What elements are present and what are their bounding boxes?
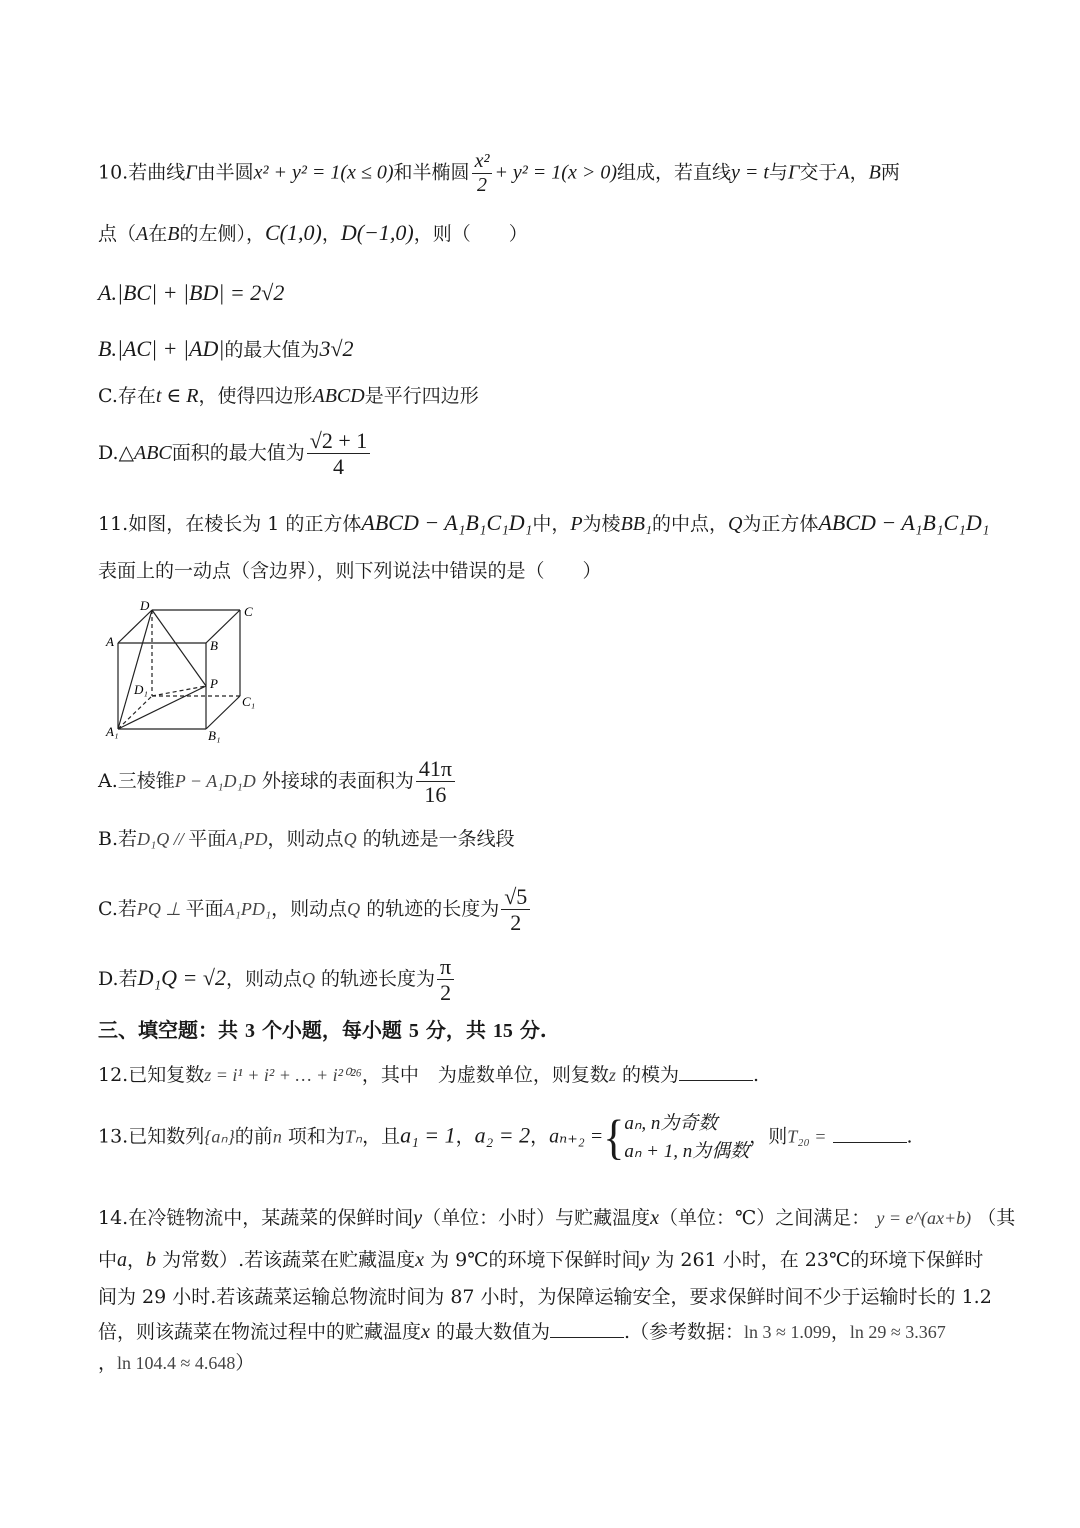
math-point-c: C(1,0): [264, 220, 322, 245]
option-c-math: PQ ⊥: [136, 898, 186, 919]
math-cube: ABCD − A₁B₁C₁D₁: [361, 510, 533, 535]
option-a-text: 外接球的表面积为: [261, 769, 414, 792]
option-c-text: ，则动点: [271, 897, 348, 920]
option-a-frac: [416, 756, 455, 808]
q13-text: 的前: [234, 1125, 273, 1148]
option-c-text: C.若: [98, 897, 137, 920]
q11-text: 表面上的一动点（含边界），则下列说法中错误的是（ ）: [98, 560, 602, 582]
q14-text: 为常数）.若该蔬菜在贮藏温度: [162, 1249, 416, 1271]
q13-text: ，: [455, 1125, 475, 1148]
section-text: 个小题，每小题: [261, 1018, 402, 1042]
option-b-math: A₁PD: [226, 829, 268, 849]
q10-option-c: [98, 384, 479, 408]
option-d-frac: [307, 428, 370, 480]
case-even: aₙ + 1, n为偶数: [624, 1140, 750, 1162]
q11-line1: [98, 510, 989, 536]
cube-edge: [206, 696, 240, 729]
option-d-text: ，则动点: [225, 967, 302, 990]
q14-text: ，: [98, 1352, 118, 1374]
option-d-text: 的轨迹长度为: [321, 967, 436, 990]
frac-num: 41π: [416, 756, 455, 782]
math-point-b: B: [167, 223, 180, 245]
math-gamma: Γ: [787, 161, 800, 184]
q14-line2: [98, 1248, 983, 1272]
reference-ln104: ln 104.4 ≈ 4.648: [117, 1353, 236, 1373]
section-number: 3: [244, 1020, 255, 1042]
label-b: B: [210, 638, 218, 653]
q12-line: [98, 1064, 759, 1087]
option-c-math: A₁PD₁: [223, 898, 272, 919]
answer-blank[interactable]: [679, 1080, 753, 1081]
answer-blank[interactable]: [550, 1337, 624, 1338]
reference-ln29: ln 29 ≈ 3.367: [849, 1322, 946, 1342]
option-b-text: B.若: [98, 828, 138, 850]
option-b-math: Q: [343, 829, 357, 849]
option-c-text: 是平行四边形: [364, 385, 479, 407]
q11-option-d: [98, 954, 456, 1006]
frac-num: √5: [501, 884, 530, 910]
q13-text: .: [906, 1125, 913, 1148]
q10-text: 在: [148, 223, 168, 245]
option-d-text: D.若: [98, 967, 138, 990]
math-b: b: [146, 1249, 157, 1271]
math-ellipse-frac: [472, 150, 493, 197]
label-a: A: [106, 634, 114, 649]
math-x: x: [415, 1249, 425, 1271]
section-number: 5: [408, 1020, 419, 1042]
option-a-text: A.|BC| + |BD| = 2√2: [98, 280, 285, 305]
option-d-math: D₁Q = √2: [137, 964, 226, 990]
option-d-text: 面积的最大值为: [171, 441, 305, 464]
label-p: P: [210, 676, 218, 691]
section-text: 三、填空题：共: [98, 1018, 238, 1042]
segment-a1d: [118, 610, 152, 729]
q10-text: ，则（ ）: [413, 223, 528, 245]
option-b-text: 平面: [188, 828, 227, 850]
q10-text: 由半圆: [196, 161, 254, 184]
math-z: z: [608, 1065, 616, 1085]
option-a-text: A.三棱锥: [98, 769, 175, 792]
option-a-math: P − A₁D₁D: [174, 770, 256, 791]
option-d-math: Q: [301, 968, 315, 989]
section-text: 分，共: [425, 1018, 486, 1042]
q14-text: 间为 29 小时.若该蔬菜运输总物流时间为 87 小时，为保障运输安全，要求保鲜时间不少于运输时长的 1.2: [98, 1286, 992, 1308]
q10-text: ，: [849, 161, 869, 184]
option-c-frac: [501, 884, 530, 936]
math-cube: ABCD − A₁B₁C₁D₁: [818, 510, 990, 535]
q11-line2: [98, 560, 602, 583]
q10-option-b: [98, 336, 354, 362]
option-c-text: 的轨迹的长度为: [366, 897, 500, 920]
q12-text: ，其中 为虚数单位，则复数: [361, 1064, 609, 1086]
frac-num: π: [437, 954, 454, 980]
q14-line5: [98, 1352, 254, 1375]
label-d1: D₁: [134, 682, 148, 697]
q10-text: 两: [880, 161, 900, 184]
math-point-b: B: [868, 161, 881, 184]
option-b-text: ，则动点: [267, 828, 344, 850]
q11-option-a: [98, 756, 457, 808]
math-y: y: [413, 1207, 423, 1229]
math-ellipse-eq: + y² = 1(x > 0): [494, 161, 617, 184]
math-circle-eq: x² + y² = 1(x ≤ 0): [253, 161, 394, 184]
q12-text: .: [752, 1064, 760, 1086]
q14-text: （其: [977, 1207, 1016, 1229]
frac-den: 2: [440, 980, 452, 1006]
math-a2: a₂ = 2: [474, 1122, 531, 1148]
label-d: D: [140, 598, 150, 613]
q10-text: 和半椭圆: [393, 161, 470, 184]
section-number: 15: [492, 1020, 513, 1042]
q14-text: （单位：小时）与贮藏温度: [422, 1207, 651, 1229]
reference-ln3: ln 3 ≈ 1.099: [744, 1322, 831, 1342]
q11-text: 中，: [532, 513, 571, 535]
math-line-eq: y = t: [731, 161, 769, 184]
math-complex-sum: z = i¹ + i² + … + i²⁰²⁶: [204, 1065, 362, 1085]
math-point-a: A: [136, 223, 149, 245]
q14-text: 为 9℃的环境下保鲜时间: [430, 1249, 641, 1271]
math-x: x: [650, 1207, 660, 1229]
frac-den: 16: [424, 782, 447, 808]
q12-text: 12.已知复数: [98, 1064, 205, 1086]
option-c-math: Q: [347, 898, 361, 919]
q10-text: 点（: [98, 223, 137, 245]
q14-text: .（参考数据：: [623, 1321, 745, 1343]
q13-text: ，则: [749, 1125, 788, 1148]
math-tn: Tₙ: [344, 1126, 363, 1147]
math-point-d: D(−1,0): [340, 220, 414, 245]
math-a1: a₁ = 1: [400, 1122, 456, 1148]
q10-text: 组成，若直线: [617, 161, 732, 184]
q10-line1: [98, 150, 900, 197]
frac-den: 2: [477, 174, 487, 196]
label-c1: C₁: [242, 694, 256, 709]
q14-text: 14.在冷链物流中，某蔬菜的保鲜时间: [98, 1207, 414, 1229]
q11-option-b: [98, 828, 515, 851]
q11-stem-text: 11.如图，在棱长为 1 的正方体: [98, 513, 362, 535]
q10-option-d: [98, 428, 372, 480]
q14-text: ）: [235, 1352, 255, 1374]
math-point-a: A: [837, 161, 850, 184]
math-recurrence-lhs: aₙ₊₂ =: [549, 1125, 604, 1148]
math-gamma: Γ: [185, 161, 197, 184]
segment-d1p: [152, 686, 206, 696]
option-b-text: 的最大值为: [224, 339, 320, 361]
q14-text: 中: [98, 1249, 118, 1271]
q14-text: ，: [830, 1321, 850, 1343]
q11-text: 为正方体: [742, 513, 819, 535]
brace-icon: {: [603, 1110, 625, 1164]
option-d-math: △ABC: [118, 441, 172, 464]
q14-text: 为 261 小时，在 23℃的环境下保鲜时: [655, 1249, 984, 1271]
q11-text: 的中点，: [651, 513, 728, 535]
q14-text: 的最大数值为: [435, 1321, 550, 1343]
section-heading: [98, 1018, 547, 1043]
option-c-text: C.存在: [98, 385, 156, 407]
cube-figure: [100, 598, 270, 743]
case-odd: aₙ, n为奇数: [624, 1113, 718, 1134]
q14-text: 倍，则该蔬菜在物流过程中的贮藏温度: [98, 1321, 422, 1343]
q14-text: ，: [127, 1249, 147, 1271]
math-t20: T₂₀ =: [787, 1126, 827, 1147]
q13-text: ，: [530, 1125, 550, 1148]
label-c: C: [244, 604, 253, 619]
q10-option-a: [98, 280, 284, 306]
frac-den: 2: [510, 910, 522, 936]
option-b-value: 3√2: [319, 336, 354, 361]
frac-den: 4: [333, 454, 345, 480]
q12-text: 的模为: [621, 1064, 679, 1086]
math-cases: [624, 1110, 749, 1165]
option-c-text: 平面: [185, 897, 224, 920]
q11-text: 为棱: [582, 513, 621, 535]
q13-line: [98, 1110, 913, 1165]
q13-text: 13.已知数列: [98, 1125, 205, 1148]
q10-stem-text: 10.若曲线: [98, 161, 186, 184]
math-x: x: [421, 1321, 430, 1343]
math-point-q: Q: [727, 513, 743, 535]
q14-line1: [98, 1206, 1015, 1230]
math-sequence: {aₙ}: [204, 1126, 235, 1147]
q13-text: 项和为: [287, 1125, 345, 1148]
section-text: 分.: [519, 1018, 547, 1042]
q10-line2: 点（A在B的左侧），C(1,0)，D(−1,0)，则（ ）: [98, 220, 528, 245]
option-c-math: ABCD: [312, 385, 365, 407]
math-y: y: [640, 1249, 650, 1271]
math-edge-bb1: BB₁: [620, 513, 652, 535]
option-c-text: ，使得四边形: [198, 385, 313, 407]
segment-dp: [152, 610, 206, 686]
label-b1: B₁: [208, 728, 221, 743]
q10-text: 交于: [799, 161, 838, 184]
math-point-p: P: [570, 513, 583, 535]
option-c-math: t ∈ R: [155, 385, 199, 407]
q13-text: ，且: [362, 1125, 401, 1148]
q14-text: （单位：℃）之间满足：: [659, 1207, 871, 1229]
math-n: n: [272, 1126, 282, 1147]
option-d-text: D.: [98, 441, 119, 464]
q10-text: 与: [768, 161, 788, 184]
q11-option-c: [98, 884, 532, 936]
math-a: a: [117, 1249, 128, 1271]
segment-a1p: [118, 686, 206, 729]
option-d-frac: [437, 954, 454, 1006]
answer-blank[interactable]: [833, 1142, 907, 1143]
q14-line4: [98, 1320, 946, 1344]
math-formula: y = e^(ax+b): [876, 1208, 972, 1228]
option-b-math: D₁Q //: [137, 829, 189, 849]
frac-num: √2 + 1: [307, 428, 370, 454]
label-a1: A₁: [106, 724, 119, 739]
option-b-math: B.|AC| + |AD|: [98, 336, 225, 361]
q10-text: 的左侧），: [179, 223, 265, 245]
frac-num: x²: [472, 150, 493, 174]
option-b-text: 的轨迹是一条线段: [362, 828, 515, 850]
q14-line3: [98, 1286, 992, 1309]
